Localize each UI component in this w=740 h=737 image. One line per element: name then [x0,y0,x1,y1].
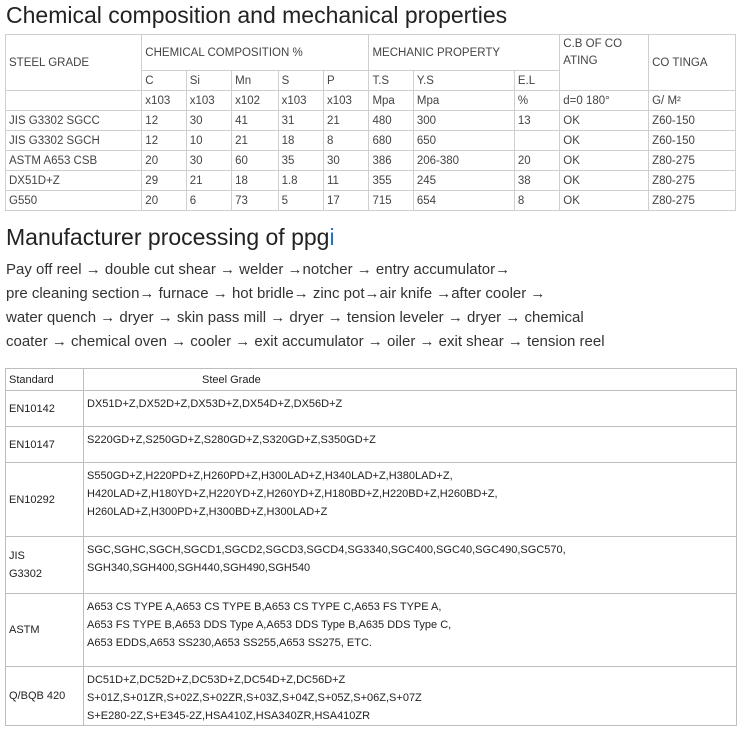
value-cell: Z60-150 [649,131,736,151]
grade-line: S+E280-2Z,S+E345-2Z,HSA410Z,HSA340ZR,HSA410ZR [87,710,371,722]
value-cell: 31 [278,111,323,131]
value-cell: 386 [369,151,413,171]
value-cell: 715 [369,191,413,211]
properties-table [5,34,736,211]
heading-properties: Chemical composition and mechanical properties [6,2,508,28]
symbol-cell: T.S [369,71,413,91]
value-cell: OK [560,171,649,191]
mechanic-property-header: MECHANIC PROPERTY [369,35,560,71]
table-row [6,391,737,427]
chem-composition-header: CHEMICAL COMPOSITION % [142,35,369,71]
table-row [6,594,737,667]
value-cell: 20 [142,151,186,171]
unit-cell: d=0 180° [560,91,649,111]
value-cell: 18 [232,171,278,191]
standards-table [5,368,737,726]
grade-line: H420LAD+Z,H180YD+Z,H220YD+Z,H260YD+Z,H180BD+Z,H220BD+Z,H260BD+Z, [87,488,498,500]
grade-line: A653 CS TYPE A,A653 CS TYPE B,A653 CS TYPE C,A653 FS TYPE A, [87,601,442,613]
value-cell: 21 [186,171,231,191]
standard-header: Standard [6,369,84,391]
value-cell: 12 [142,131,186,151]
standard-line: EN10292 [9,493,55,506]
value-cell: 8 [324,131,369,151]
grade-line: A653 FS TYPE B,A653 DDS Type A,A653 DDS Type B,A635 DDS Type C, [87,619,452,631]
standard-cell [6,667,84,726]
table-row [6,537,737,594]
standard-cell [6,537,84,594]
table-row [6,111,736,131]
value-cell: 30 [186,111,231,131]
standard-line: EN10142 [9,402,55,415]
value-cell: 355 [369,171,413,191]
value-cell: 6 [186,191,231,211]
value-cell: 300 [413,111,514,131]
grade-line: A653 EDDS,A653 SS230,A653 SS255,A653 SS275, ETC. [87,637,372,649]
standard-cell [6,391,84,427]
standard-cell [6,463,84,537]
value-cell: 38 [514,171,559,191]
process-line: water quench → dryer → skin pass mill → dryer → tension leveler → dryer → chemical [6,309,584,326]
value-cell: 245 [413,171,514,191]
grade-cell: DX51D+Z [6,171,142,191]
grade-line: DC51D+Z,DC52D+Z,DC53D+Z,DC54D+Z,DC56D+Z [87,674,346,686]
grade-line: SGH340,SGH400,SGH440,SGH490,SGH540 [87,562,311,574]
heading-process-main: Manufacturer processing of ppg [6,224,330,250]
standard-line: G3302 [9,568,43,580]
table-row [6,427,737,463]
process-line: pre cleaning section→ furnace → hot bridle→ zinc pot→air knife →after cooler → [6,285,546,302]
process-line: coater → chemical oven → cooler → exit accumulator → oiler → exit shear → tension reel [6,333,605,350]
value-cell: 20 [514,151,559,171]
grade-cell: JIS G3302 SGCC [6,111,142,131]
standards-body [6,391,737,726]
coating-header: CO TINGA [649,35,736,91]
value-cell: 21 [324,111,369,131]
value-cell: OK [560,191,649,211]
symbol-cell: P [324,71,369,91]
grade-line: H260LAD+Z,H300PD+Z,H300BD+Z,H300LAD+Z [87,506,328,518]
value-cell: 1.8 [278,171,323,191]
standard-line: ASTM [9,624,40,636]
value-cell: 10 [186,131,231,151]
table-row [6,667,737,726]
unit-row [6,91,736,111]
grades-cell [84,667,737,726]
unit-cell: x103 [324,91,369,111]
value-cell: 8 [514,191,559,211]
standard-cell [6,594,84,667]
grades-cell [84,537,737,594]
grade-line: S550GD+Z,H220PD+Z,H260PD+Z,H300LAD+Z,H340LAD+Z,H380LAD+Z, [87,470,453,482]
value-cell: 30 [324,151,369,171]
grades-cell [84,594,737,667]
table-row [6,463,737,537]
value-cell: 30 [186,151,231,171]
value-cell: 41 [232,111,278,131]
value-cell: 480 [369,111,413,131]
value-cell: 29 [142,171,186,191]
value-cell: OK [560,131,649,151]
value-cell [514,131,559,151]
unit-cell [6,91,142,111]
value-cell: Z80-275 [649,191,736,211]
value-cell: 18 [278,131,323,151]
table-row [6,171,736,191]
grade-line: S+01Z,S+01ZR,S+02Z,S+02ZR,S+03Z,S+04Z,S+05Z,S+06Z,S+07Z [87,692,422,704]
value-cell: 73 [232,191,278,211]
symbol-cell: Si [186,71,231,91]
symbol-cell: E.L [514,71,559,91]
unit-cell: x103 [142,91,186,111]
value-cell: 11 [324,171,369,191]
value-cell: OK [560,111,649,131]
grade-cell: G550 [6,191,142,211]
unit-cell: % [514,91,559,111]
grade-cell: JIS G3302 SGCH [6,131,142,151]
symbol-cell: Mn [232,71,278,91]
process-line: Pay off reel → double cut shear → welder →notcher → entry accumulator→ [6,261,511,278]
steel-grade-header: STEEL GRADE [6,35,142,91]
process-description [6,258,736,354]
heading-process [6,222,335,252]
value-cell: 680 [369,131,413,151]
value-cell: 12 [142,111,186,131]
grades-cell [84,427,737,463]
grade-line: SGC,SGHC,SGCH,SGCD1,SGCD2,SGCD3,SGCD4,SG3340,SGC400,SGC40,SGC490,SGC570, [87,544,566,556]
value-cell: 650 [413,131,514,151]
value-cell: 21 [232,131,278,151]
heading-process-accent: i [329,224,335,250]
grades-cell [84,391,737,427]
unit-cell: x103 [186,91,231,111]
value-cell: Z60-150 [649,111,736,131]
standard-line: JIS [9,550,25,562]
grade-cell: ASTM A653 CSB [6,151,142,171]
standard-line: EN10147 [9,438,55,451]
grade-line: DX51D+Z,DX52D+Z,DX53D+Z,DX54D+Z,DX56D+Z [87,398,343,410]
table-row [6,151,736,171]
value-cell: 206-380 [413,151,514,171]
unit-cell: Mpa [413,91,514,111]
value-cell: OK [560,151,649,171]
table-row [6,191,736,211]
symbol-cell: Y.S [413,71,514,91]
grades-cell [84,463,737,537]
table-row [6,131,736,151]
value-cell: 13 [514,111,559,131]
value-cell: Z80-275 [649,151,736,171]
steel-grade-column-header: Steel Grade [84,369,737,391]
value-cell: 35 [278,151,323,171]
symbol-cell: C [142,71,186,91]
standard-line: Q/BQB 420 [9,690,66,702]
value-cell: 5 [278,191,323,211]
value-cell: 60 [232,151,278,171]
standard-cell [6,427,84,463]
grade-line: S220GD+Z,S250GD+Z,S280GD+Z,S320GD+Z,S350GD+Z [87,434,376,446]
unit-cell: G/ M² [649,91,736,111]
cb-coating-header: C.B OF CO ATING [560,35,649,91]
unit-cell: Mpa [369,91,413,111]
unit-cell: x102 [232,91,278,111]
symbol-cell: S [278,71,323,91]
value-cell: 20 [142,191,186,211]
value-cell: 17 [324,191,369,211]
properties-body [6,111,736,211]
value-cell: Z80-275 [649,171,736,191]
unit-cell: x103 [278,91,323,111]
value-cell: 654 [413,191,514,211]
